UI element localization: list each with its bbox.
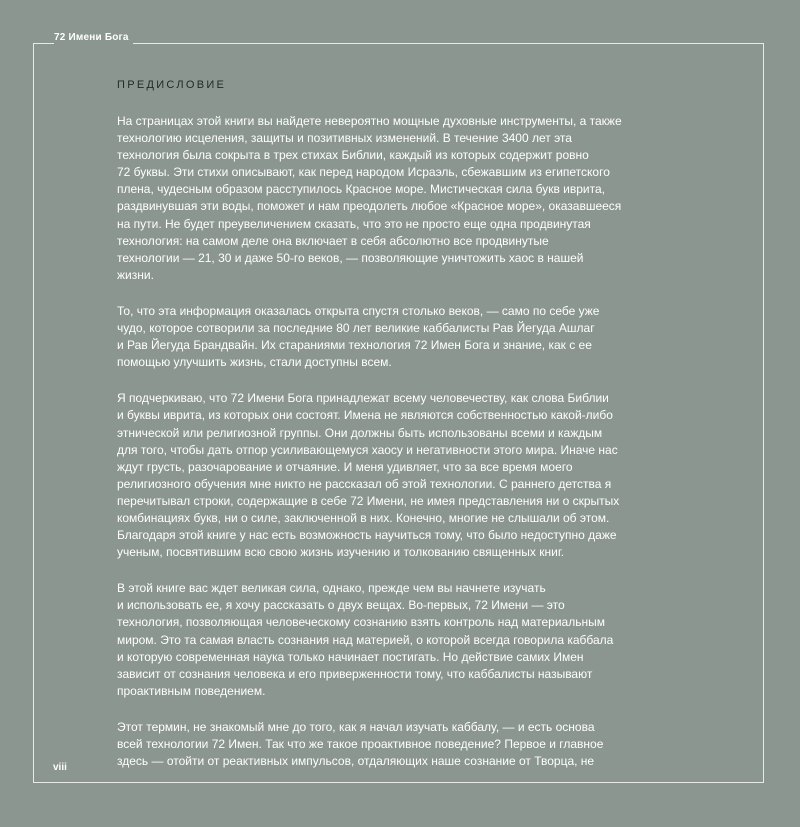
paragraph-4: В этой книге вас ждет великая сила, однако, прежде чем вы начнете изучать и использовать ее, я хочу рассказать о двух вещах. Во-первых, 72 Имени — это технология, позволяющая человеческому сознанию взять контроль над материальным миром. Это та самая власть сознания над материей, о которой всегда говорила каббала и которую современная наука только начинает постигать. Но действие самих Имен зависит от сознания человека и его приверженности тому, что каббалисты называют проактивным поведением. bbox=[117, 581, 614, 698]
running-header: 72 Имени Бога bbox=[54, 32, 133, 44]
paragraph-5: Этот термин, не знакомый мне до того, как я начал изучать каббалу, — и есть основа всей технологии 72 Имен. Так что же такое проактивное поведение? Первое и главное здесь — отойти от реактивных импульсов, отдаляющих наше сознание от Творца, не bbox=[117, 719, 604, 769]
paragraph-2: То, что эта информация оказалась открыта спустя столько веков, — само по себе уже чудо, которое сотворили за последние 80 лет великие каббалисты Рав Йегуда Ашлаг и Рав Йегуда Брандвайн. Их стараниями технология 72 Имен Бога и знание, как с ее помощью улучшить жизнь, стали доступны всем. bbox=[117, 303, 600, 370]
page-number: viii bbox=[53, 762, 67, 773]
paragraph-1: На страницах этой книги вы найдете невероятно мощные духовные инструменты, а также технологию исцеления, защиты и позитивных изменений. В течение 3400 лет эта технология была сокрыта в трех стихах Библии, каждый из которых содержит ровно 72 буквы. Эти стихи описывают, как перед народом Исраэль, сбежавшим из египетского плена, чудесным образом расступилось Красное море. Мистическая сила букв иврита, раздвинувшая эти воды, поможет и нам преодолеть любое «Красное море», оказавшееся на пути. Не будет преувеличением сказать, что это не просто еще одна продвинутая технология: на самом деле она включает в себя абсолютно все продвинутые технологии — 21, 30 и даже 50-го веков, — позволяющие уничтожить хаос в нашей жизни. bbox=[117, 114, 622, 282]
paragraph-3: Я подчеркиваю, что 72 Имени Бога принадлежат всему человечеству, как слова Библии и буквы иврита, из которых они состоят. Имена не являются собственностью какой-либо этнической или религиозной группы. Они должны быть использованы всеми и каждым для того, чтобы дать отпор усиливающемуся хаосу и негативности этого мира. Иначе нас ждут грусть, разочарование и отчаяние. И меня удивляет, что за все время моего религиозного обучения мне никто не рассказал об этой технологии. С раннего детства я перечитывал строки, содержащие в себе 72 Имени, не имея представления ни о скрытых комбинациях букв, ни о силе, заключенной в них. Конечно, многие не слышали об этом. Благодаря этой книге у нас есть возможность научиться тому, что было недоступно даже ученым, посвятившим всю свою жизнь изучению и толкованию священных книг. bbox=[117, 391, 620, 560]
main-text-block bbox=[117, 78, 647, 789]
section-title: ПРЕДИСЛОВИЕ bbox=[117, 79, 227, 91]
